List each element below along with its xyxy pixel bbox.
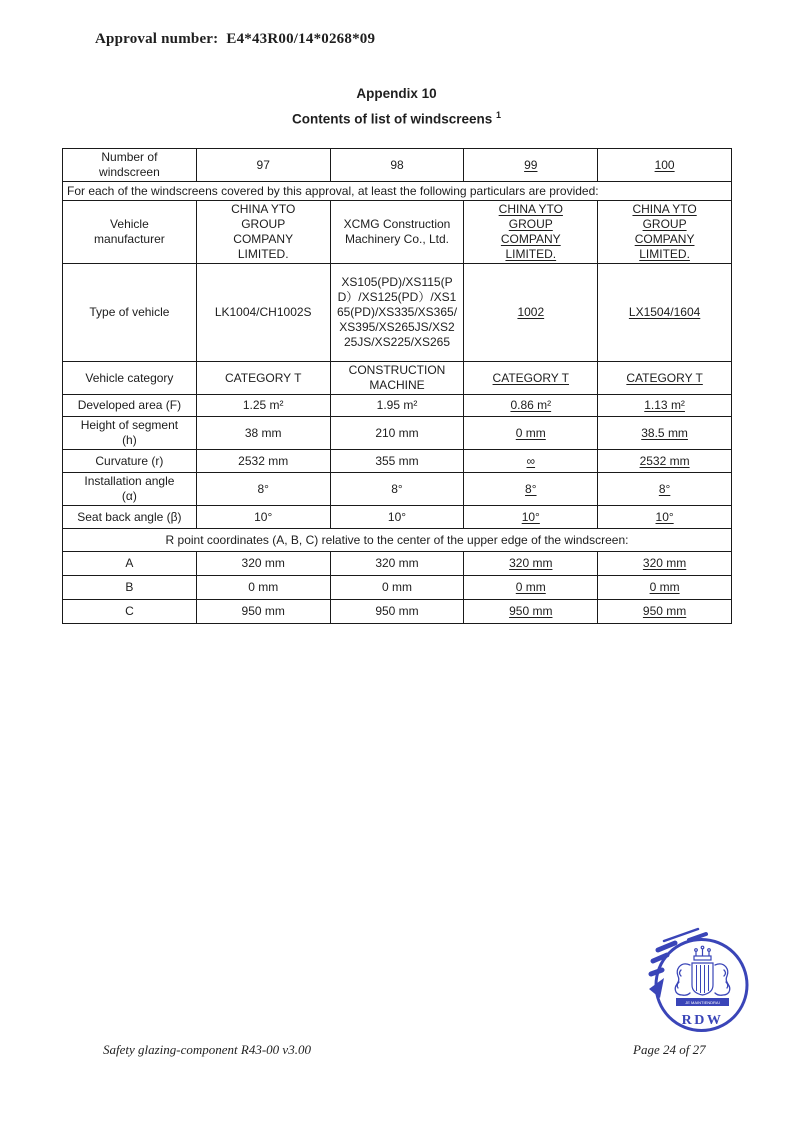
- cell-label: C: [63, 600, 197, 624]
- table-row-coord-c: [63, 600, 732, 624]
- cell-value: 10°: [330, 506, 464, 529]
- cell-value: CATEGORY T: [196, 362, 330, 395]
- cell-value: 320 mm: [330, 552, 464, 576]
- cell-value: XCMG Construction Machinery Co., Ltd.: [330, 201, 464, 264]
- table-row-type: [63, 264, 732, 362]
- cell-value: 2532 mm: [598, 450, 732, 473]
- cell-label: Installation angle (α): [63, 473, 197, 506]
- cell-value: LX1504/1604: [598, 264, 732, 362]
- table-row-developed-area: [63, 395, 732, 417]
- cell-label: Seat back angle (β): [63, 506, 197, 529]
- footer-document-id: Safety glazing-component R43-00 v3.00: [103, 1042, 311, 1057]
- subtitle-text: Contents of list of windscreens: [291, 111, 493, 127]
- cell-value: 0 mm: [464, 417, 598, 450]
- cell-value: CONSTRUCTION MACHINE: [330, 362, 464, 395]
- table-row-manufacturer: [63, 201, 732, 264]
- page-subtitle: [0, 110, 793, 127]
- cell-label: A: [63, 552, 197, 576]
- cell-value: 8°: [464, 473, 598, 506]
- cell-label: Curvature (r): [63, 450, 197, 473]
- cell-value: 1.13 m²: [598, 395, 732, 417]
- table-row-rpoint-header: [63, 529, 732, 552]
- cell-value: CATEGORY T: [598, 362, 732, 395]
- stamp-motto: JE MAINTIENDRAI: [685, 1000, 720, 1005]
- cell-value: 38.5 mm: [598, 417, 732, 450]
- cell-value: 8°: [196, 473, 330, 506]
- table-row-coord-b: [63, 576, 732, 600]
- cell-value: 8°: [330, 473, 464, 506]
- cell-value: LK1004/CH1002S: [196, 264, 330, 362]
- cell-value: 950 mm: [196, 600, 330, 624]
- cell-value: 355 mm: [330, 450, 464, 473]
- cell-label: Developed area (F): [63, 395, 197, 417]
- table-row-note: [63, 182, 732, 201]
- table-row-installation-angle: [63, 473, 732, 506]
- cell-value: 2532 mm: [196, 450, 330, 473]
- cell-label: Number of windscreen: [63, 149, 197, 182]
- approval-number-value: E4*43R00/14*0268*09: [226, 31, 376, 47]
- cell-value: 0 mm: [330, 576, 464, 600]
- rdw-stamp-icon: [648, 926, 758, 1041]
- table-row-number: [63, 149, 732, 182]
- rpoint-header-text: R point coordinates (A, B, C) relative to the center of the upper edge of the windscreen:: [63, 529, 732, 552]
- cell-value: XS105(PD)/XS115(PD）/XS125(PD）/XS165(PD)/XS335/XS365/XS395/XS265JS/XS225JS/XS225/XS265: [330, 264, 464, 362]
- cell-value: 1002: [464, 264, 598, 362]
- table-row-coord-a: [63, 552, 732, 576]
- cell-value: 950 mm: [330, 600, 464, 624]
- table-row-seat-back-angle: [63, 506, 732, 529]
- windscreen-table: [62, 148, 732, 624]
- cell-value: 320 mm: [598, 552, 732, 576]
- cell-value: 1.25 m²: [196, 395, 330, 417]
- cell-value: 320 mm: [196, 552, 330, 576]
- cell-value: 100: [598, 149, 732, 182]
- rdw-stamp: [648, 926, 758, 1041]
- cell-label: B: [63, 576, 197, 600]
- cell-value: 10°: [464, 506, 598, 529]
- cell-value: 38 mm: [196, 417, 330, 450]
- cell-value: ∞: [464, 450, 598, 473]
- table-row-category: [63, 362, 732, 395]
- cell-value: 0.86 m²: [464, 395, 598, 417]
- appendix-title: Appendix 10: [356, 86, 437, 101]
- footer-page-number: Page 24 of 27: [633, 1042, 706, 1057]
- cell-value: CATEGORY T: [464, 362, 598, 395]
- cell-label: Vehicle category: [63, 362, 197, 395]
- cell-value: 0 mm: [196, 576, 330, 600]
- cell-value: 0 mm: [598, 576, 732, 600]
- cell-label: Type of vehicle: [63, 264, 197, 362]
- cell-value: 98: [330, 149, 464, 182]
- cell-value: 10°: [196, 506, 330, 529]
- cell-label: Height of segment (h): [63, 417, 197, 450]
- cell-value: 950 mm: [598, 600, 732, 624]
- cell-value: CHINA YTO GROUP COMPANY LIMITED.: [196, 201, 330, 264]
- stamp-rdw-label: RDW: [681, 1013, 724, 1028]
- cell-value: 10°: [598, 506, 732, 529]
- cell-value: CHINA YTO GROUP COMPANY LIMITED.: [598, 201, 732, 264]
- cell-label: Vehicle manufacturer: [63, 201, 197, 264]
- cell-value: 97: [196, 149, 330, 182]
- cell-value: 99: [464, 149, 598, 182]
- cell-value: 210 mm: [330, 417, 464, 450]
- cell-value: 950 mm: [464, 600, 598, 624]
- approval-number-label: Approval number:: [95, 31, 219, 47]
- cell-value: CHINA YTO GROUP COMPANY LIMITED.: [464, 201, 598, 264]
- table-row-height-segment: [63, 417, 732, 450]
- approval-number-line: [95, 31, 375, 48]
- footnote-marker: 1: [496, 110, 502, 120]
- cell-value: 1.95 m²: [330, 395, 464, 417]
- table-row-curvature: [63, 450, 732, 473]
- note-text: For each of the windscreens covered by this approval, at least the following particulars are provided:: [63, 182, 732, 201]
- cell-value: 320 mm: [464, 552, 598, 576]
- cell-value: 8°: [598, 473, 732, 506]
- cell-value: 0 mm: [464, 576, 598, 600]
